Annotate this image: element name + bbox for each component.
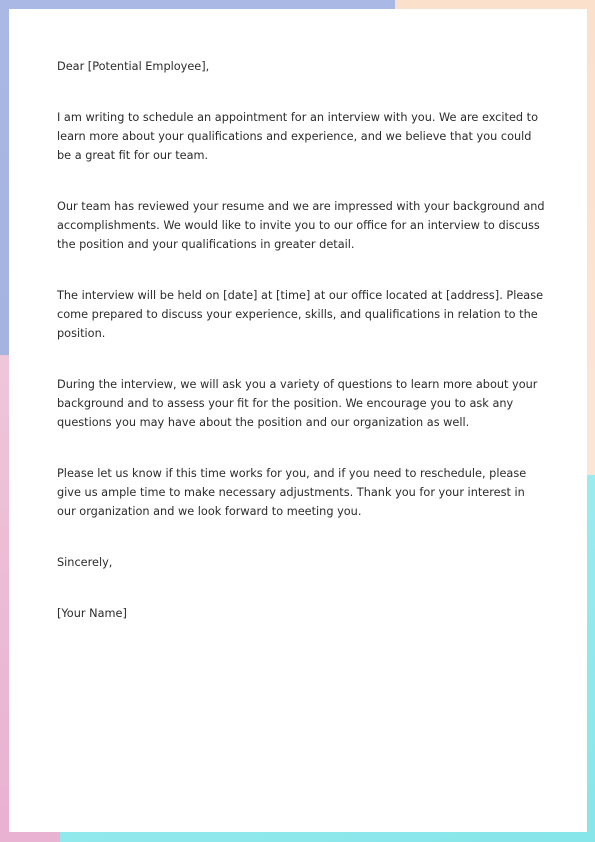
letter-body <box>57 57 547 655</box>
letter-paragraph-5: Please let us know if this time works for you, and if you need to reschedule, please give us ample time to make necessary adjustments. Thank you for your interest in our organization and we look forward to meeting you. <box>57 467 527 518</box>
letter-closing: Sincerely, <box>57 556 113 569</box>
letter-signature: [Your Name] <box>57 607 127 620</box>
letter-paragraph-3: The interview will be held on [date] at [time] at our office located at [address]. Please come prepared to discuss your experience, skills, and qualifications in relation to the position. <box>57 289 544 340</box>
letter-paragraph-1: I am writing to schedule an appointment for an interview with you. We are excited to learn more about your qualifications and experience, and we believe that you could be a great fit for our team. <box>57 111 539 162</box>
letter-paragraph-4: During the interview, we will ask you a variety of questions to learn more about your background and to assess your fit for the position. We encourage you to ask any questions you may have about the position and our organization as well. <box>57 378 538 429</box>
letter-page <box>9 9 587 832</box>
letter-salutation: Dear [Potential Employee], <box>57 60 210 73</box>
letter-paragraph-2: Our team has reviewed your resume and we are impressed with your background and accomplishments. We would like to invite you to our office for an interview to discuss the position and your qualifications in greater detail. <box>57 200 545 251</box>
